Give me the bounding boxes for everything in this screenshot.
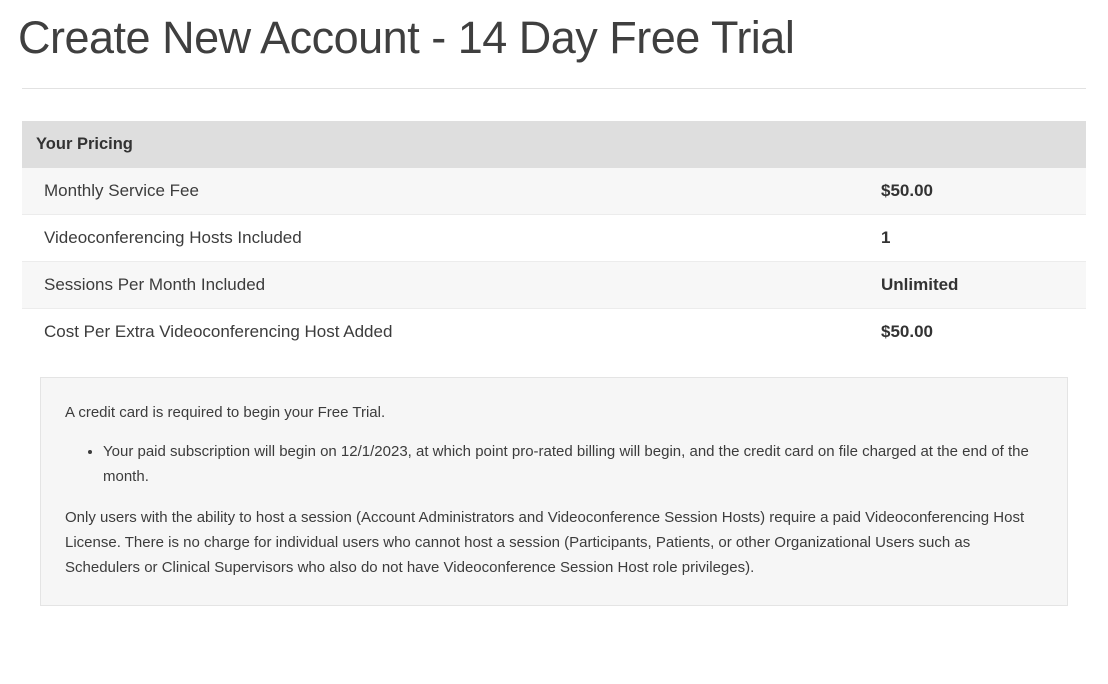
list-item: • Your paid subscription will begin on 12/1/2023, at which point pro-rated billing will begin, and the credit card on file charged at the end of the month. bbox=[103, 439, 1043, 489]
notice-bullet-list bbox=[65, 439, 1043, 489]
your-pricing-panel bbox=[22, 121, 1086, 605]
pricing-row-label: Sessions Per Month Included bbox=[22, 262, 859, 309]
table-row bbox=[22, 168, 1086, 215]
pricing-row-value: $50.00 bbox=[859, 168, 1086, 215]
pricing-row-label: Cost Per Extra Videoconferencing Host Added bbox=[44, 322, 393, 342]
table-row bbox=[22, 262, 1086, 309]
pricing-row-label: Videoconferencing Hosts Included bbox=[22, 215, 859, 262]
pricing-row-value: Unlimited bbox=[859, 262, 1086, 309]
credit-card-notice bbox=[40, 377, 1068, 605]
pricing-panel-heading: Your Pricing bbox=[22, 121, 1086, 168]
pricing-row-label: Monthly Service Fee bbox=[22, 168, 859, 215]
notice-body: Only users with the ability to host a session (Account Administrators and Videoconference Session Hosts) require a paid Videoconferencing Host License. There is no charge for individual users who cannot host a session (Participants, Patients, or other Organizational Users such as Schedulers or Clinical Supervisors who also do not have Videoconference Session Host role privileges). bbox=[65, 509, 1025, 577]
title-divider bbox=[22, 88, 1086, 89]
pricing-table bbox=[22, 168, 1086, 355]
pricing-row-value: 1 bbox=[859, 215, 1086, 262]
table-row bbox=[22, 309, 1086, 356]
table-row bbox=[22, 215, 1086, 262]
pricing-row-value: $50.00 bbox=[881, 322, 933, 342]
notice-intro: A credit card is required to begin your Free Trial. bbox=[65, 404, 386, 422]
page-title: Create New Account - 14 Day Free Trial bbox=[18, 12, 795, 63]
